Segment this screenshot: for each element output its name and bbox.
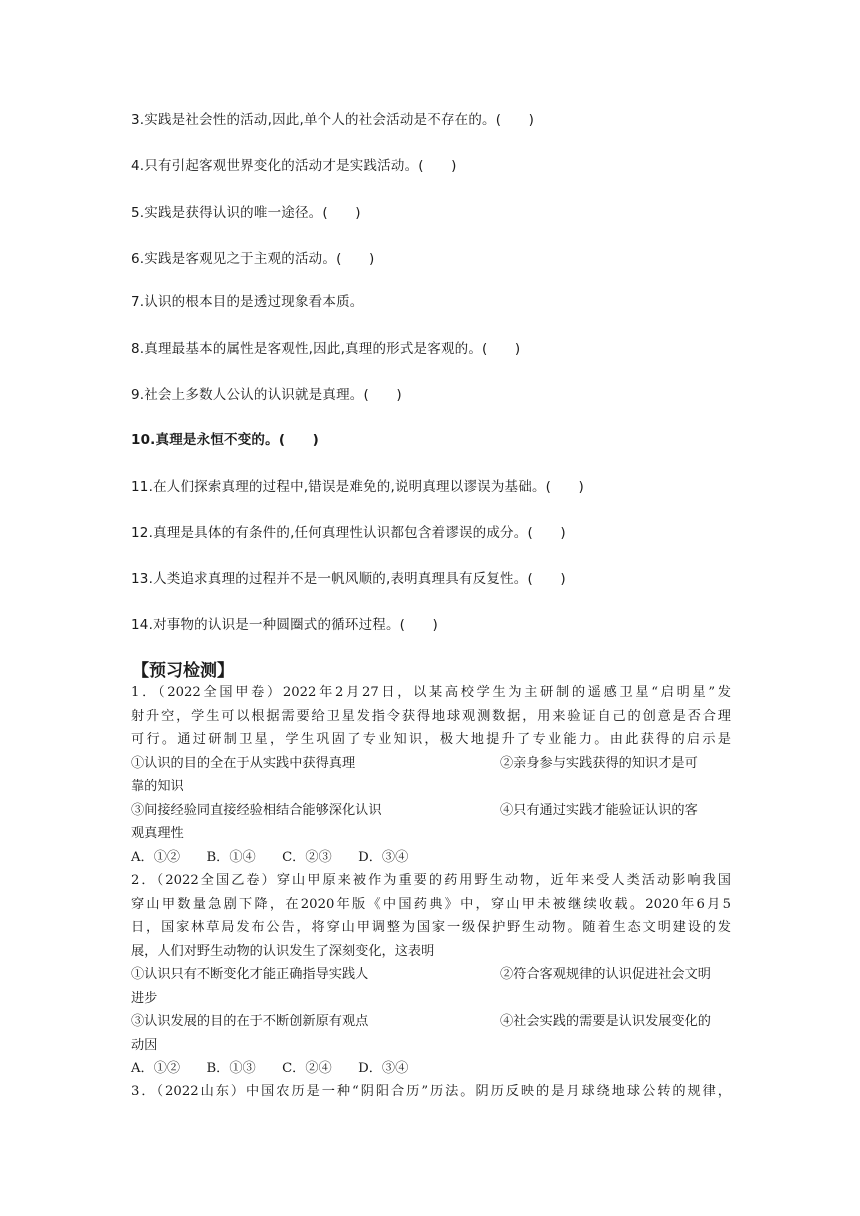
- statement-7: 7.认识的根本目的是透过现象看本质。: [131, 294, 364, 310]
- section-title: 【预习检测】: [132, 661, 234, 681]
- q2-option-1: ①认识只有不断变化才能正确指导实践人: [131, 967, 369, 982]
- q2-stem-line-4: 展，人们对野生动物的认识发生了深刻变化，这表明: [131, 943, 435, 959]
- q1-options-row-2: [131, 799, 731, 823]
- statement-4: 4.只有引起客观世界变化的活动才是实践活动。( ): [131, 158, 457, 174]
- statement-5: 5.实践是获得认识的唯一途径。( ): [131, 205, 361, 221]
- q1-stem-line-2: 射升空，学生可以根据需要给卫星发指令获得地球观测数据，用来验证自己的创意是否合理: [131, 708, 731, 724]
- q2-option-3: ③认识发展的目的在于不断创新原有观点: [131, 1014, 369, 1029]
- q1-option-4-cont: 观真理性: [131, 826, 184, 841]
- q2-stem-line-3: 日，国家林草局发布公告，将穿山甲调整为国家一级保护野生动物。随着生态文明建设的发: [131, 920, 731, 935]
- q1-option-2-cont: 靠的知识: [131, 779, 184, 794]
- statement-6: 6.实践是客观见之于主观的活动。( ): [131, 251, 375, 267]
- q2-stem-line-1: 2．（2022全国乙卷）穿山甲原来被作为重要的药用野生动物，近年来受人类活动影响我国: [131, 873, 731, 888]
- statement-12: 12.真理是具体的有条件的,任何真理性认识都包含着谬误的成分。( ): [131, 525, 566, 541]
- q2-stem-line-2: 穿山甲数量急剧下降，在2020年版《中国药典》中，穿山甲未被继续收载。2020年6月5: [131, 896, 731, 912]
- q1-option-3: ③间接经验同直接经验相结合能够深化认识: [131, 802, 382, 818]
- q1-stem-line-3: 可行。通过研制卫星，学生巩固了专业知识，极大地提升了专业能力。由此获得的启示是: [131, 732, 731, 747]
- question-2: [131, 869, 731, 1081]
- question-1: [131, 681, 731, 869]
- statement-10: 10.真理是永恒不变的。( ): [131, 432, 319, 448]
- q1-option-4: ④只有通过实践才能验证认识的客: [500, 802, 698, 818]
- q2-options-row-1: [131, 963, 731, 987]
- statement-13: 13.人类追求真理的过程并不是一帆风顺的,表明真理具有反复性。( ): [131, 571, 566, 587]
- statement-11: 11.在人们探索真理的过程中,错误是难免的,说明真理以谬误为基础。( ): [131, 479, 584, 495]
- q2-option-4-cont: 动因: [131, 1037, 158, 1053]
- statement-8: 8.真理最基本的属性是客观性,因此,真理的形式是客观的。( ): [131, 341, 521, 357]
- q1-options-row-1: [131, 752, 731, 776]
- q2-option-4: ④社会实践的需要是认识发展变化的: [500, 1014, 711, 1029]
- q2-option-2: ②符合客观规律的认识促进社会文明: [500, 967, 711, 982]
- q3-stem-line-1: 3．（2022山东）中国农历是一种“阴阳合历”历法。阴历反映的是月球绕地球公转的规律，: [131, 1084, 731, 1099]
- q2-option-2-cont: 进步: [131, 990, 158, 1006]
- q1-option-2: ②亲身参与实践获得的知识才是可: [500, 755, 698, 771]
- statement-3: 3.实践是社会性的活动,因此,单个人的社会活动是不存在的。( ): [131, 112, 535, 128]
- statement-9: 9.社会上多数人公认的认识就是真理。( ): [131, 387, 402, 403]
- question-3: [131, 1080, 731, 1104]
- q1-option-1: ①认识的目的全在于从实践中获得真理: [131, 755, 356, 771]
- statement-14: 14.对事物的认识是一种圆圈式的循环过程。( ): [131, 617, 439, 633]
- q2-answer-choices: A．①② B．①③ C．②④ D．③④: [131, 1061, 409, 1076]
- q1-answer-choices: A．①② B．①④ C．②③ D．③④: [131, 849, 409, 865]
- q1-stem-line-1: 1．（2022全国甲卷）2022年2月27日，以某高校学生为主研制的遥感卫星“启明星”发: [131, 685, 731, 700]
- q2-options-row-2: [131, 1010, 731, 1034]
